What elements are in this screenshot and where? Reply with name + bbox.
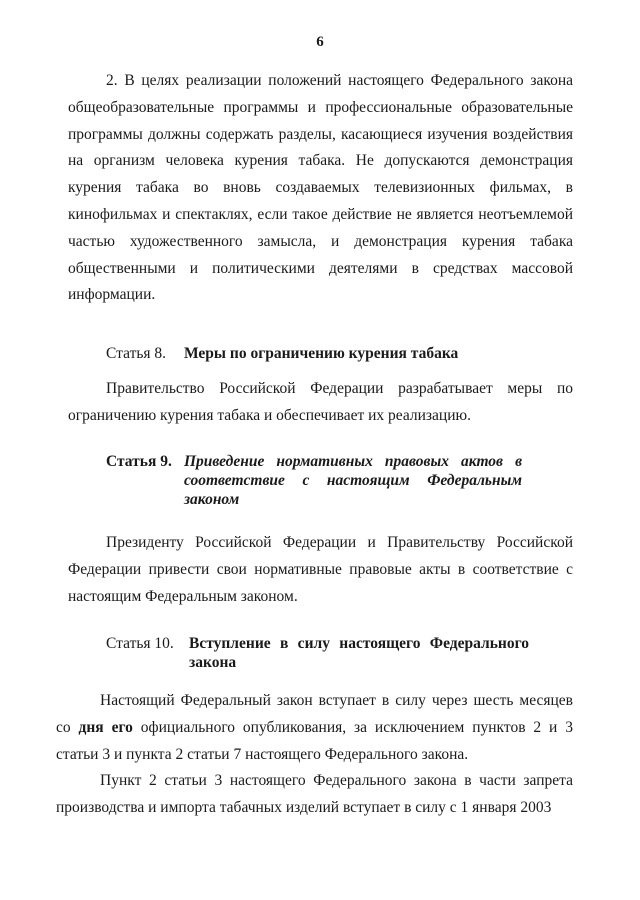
paragraph-article-10-1 [56,688,573,768]
paragraph-article-10-1-part-a: Настоящий Федеральный закон вступает в силу через шесть месяцев со [56,692,573,736]
article-8-label: Статья 8. [106,345,167,362]
paragraph-article-9: Президенту Российской Федерации и Правительству Российской Федерации привести свои нормативные правовые акты в соответствие с настоящим Федеральным законом. [68,534,573,605]
article-8-title: Меры по ограничению курения табака [184,345,459,362]
paragraph-article-10-1-part-b: дня его [78,718,133,736]
paragraph-clause-2: 2. В целях реализации положений настоящего Федерального закона общеобразовательные программы и профессиональные образовательные программы должны содержать разделы, касающиеся изучения воздействия на организм человека курения табака. Не допускаются демонстрация курения табака во вновь создаваемых телевизионных фильмах, в кинофильмах и спектаклях, если такое действие не является неотъемлемой частью художественного замысла, и демонстрация курения табака общественными и политическими деятелями в средствах массовой информации. [68,72,573,304]
article-9-title: Приведение нормативных правовых актов в соответствие с настоящим Федеральным законом [184,453,522,508]
article-9-label: Статья 9. [106,453,172,470]
paragraph-article-10-2: Пункт 2 статьи 3 настоящего Федерального закона в части запрета производства и импорта табачных изделий вступает в силу с 1 января 2003 [56,772,573,816]
paragraph-article-8: Правительство Российской Федерации разрабатывает меры по ограничению курения табака и обеспечивает их реализацию. [68,380,573,424]
article-10-title: Вступление в силу настоящего Федерального закона [189,635,529,671]
page-number: 6 [316,34,324,50]
paragraph-article-10-1-part-c: официального опубликования, за исключением пунктов 2 и 3 статьи 3 и пункта 2 статьи 7 настоящего Федерального закона. [56,718,573,763]
article-10-label: Статья 10. [106,635,174,652]
